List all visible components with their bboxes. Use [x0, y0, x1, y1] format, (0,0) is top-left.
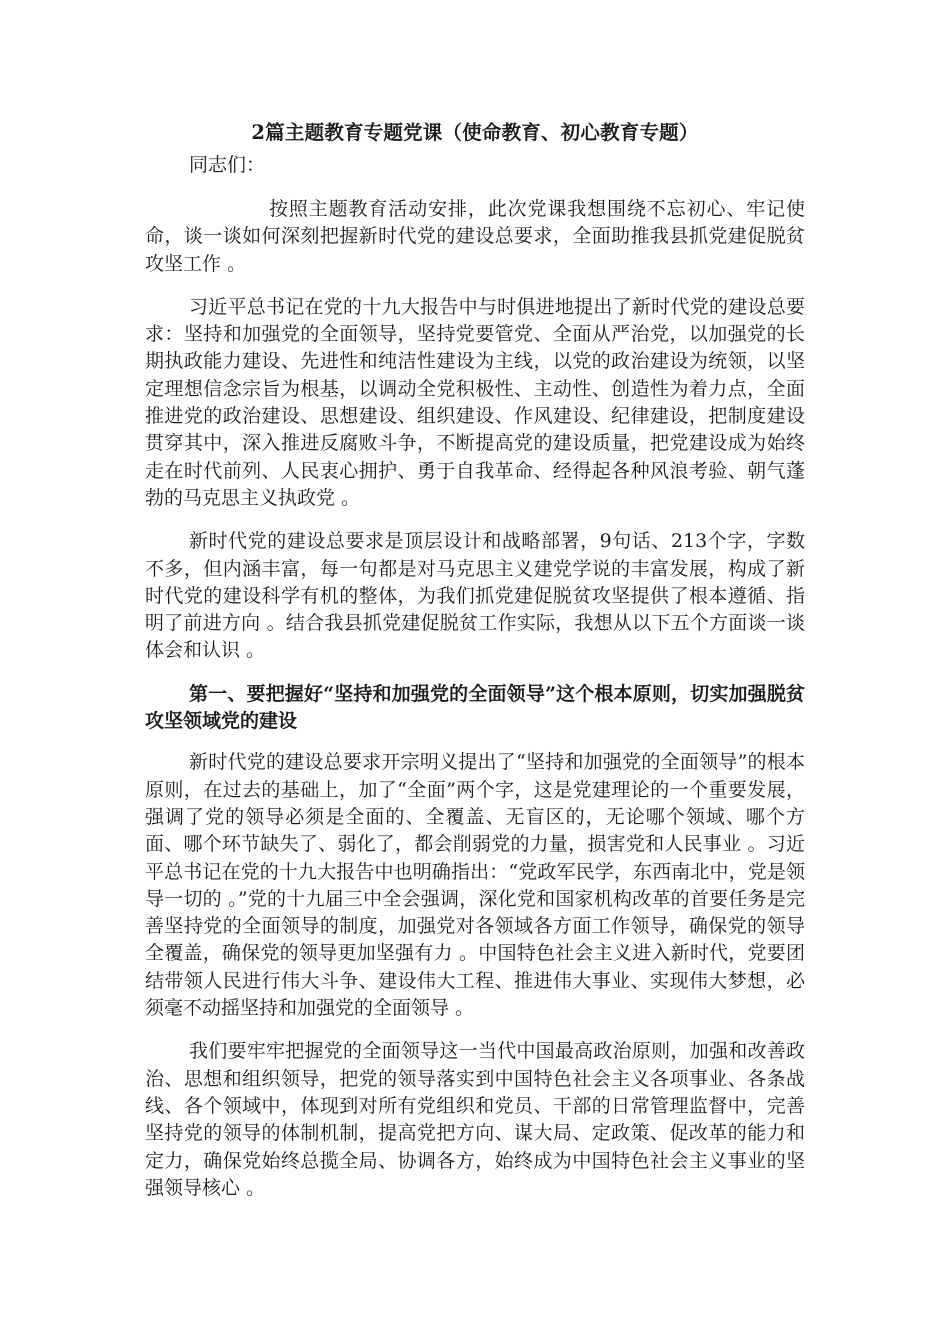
section-heading: 第一、要把握好“坚持和加强党的全面领导”这个根本原则，切实加强脱贫攻坚领域党的建设	[145, 682, 805, 733]
salutation: 同志们：	[189, 154, 266, 176]
document-title: 2篇主题教育专题党课（使命教育、初心教育专题）	[251, 121, 699, 144]
body-paragraph: 习近平总书记在党的十九大报告中与时俱进地提出了新时代党的建设总要求：坚持和加强党的全面领导，坚持党要管党、全面从严治党，以加强党的长期执政能力建设、先进性和纯洁性建设为主线，以党的政治建设为统领，以坚定理想信念宗旨为根基，以调动全党积极性、主动性、创造性为着力点，全面推进党的政治建设、思想建设、组织建设、作风建设、纪律建设，把制度建设贯穿其中，深入推进反腐败斗争，不断提高党的建设质量，把党建设成为始终走在时代前列、人民衷心拥护、勇于自我革命、经得起各种风浪考验、朝气蓬勃的马克思主义执政党 。	[145, 295, 805, 509]
intro-paragraph: 按照主题教育活动安排，此次党课我想围绕不忘初心、牢记使命，谈一谈如何深刻把握新时代党的建设总要求，全面助推我县抓党建促脱贫攻坚工作 。	[145, 198, 805, 275]
document-page	[145, 118, 805, 1218]
body-paragraph: 新时代党的建设总要求是顶层设计和战略部署，9句话、213个字，字数不多，但内涵丰富，每一句都是对马克思主义建党学说的丰富发展，构成了新时代党的建设科学有机的整体，为我们抓党建促脱贫攻坚提供了根本遵循、指明了前进方向 。结合我县抓党建促脱贫工作实际，我想从以下五个方面谈一谈体会和认识 。	[145, 530, 805, 662]
section-paragraph: 新时代党的建设总要求开宗明义提出了“坚持和加强党的全面领导”的根本原则，在过去的基础上，加了“全面”两个字，这是党建理论的一个重要发展，强调了党的领导必须是全面的、全覆盖、无盲区的，无论哪个领域、哪个方面、哪个环节缺失了、弱化了，都会削弱党的力量，损害党和人民事业 。习近平总书记在党的十九大报告中也明确指出：“党政军民学，东西南北中，党是领导一切的 。”党的十九届三中全会强调，深化党和国家机构改革的首要任务是完善坚持党的全面领导的制度，加强党对各领域各方面工作领导，确保党的领导全覆盖，确保党的领导更加坚强有力 。中国特色社会主义进入新时代，党要团结带领人民进行伟大斗争、建设伟大工程、推进伟大事业、实现伟大梦想，必须毫不动摇坚持和加强党的全面领导 。	[145, 751, 805, 1020]
section-paragraph: 我们要牢牢把握党的全面领导这一当代中国最高政治原则，加强和改善政治、思想和组织领导，把党的领导落实到中国特色社会主义各项事业、各条战线、各个领域中，体现到对所有党组织和党员、干部的日常管理监督中，完善坚持党的领导的体制机制，提高党把方向、谋大局、定政策、促改革的能力和定力，确保党始终总揽全局、协调各方，始终成为中国特色社会主义事业的坚强领导核心 。	[145, 1040, 805, 1199]
